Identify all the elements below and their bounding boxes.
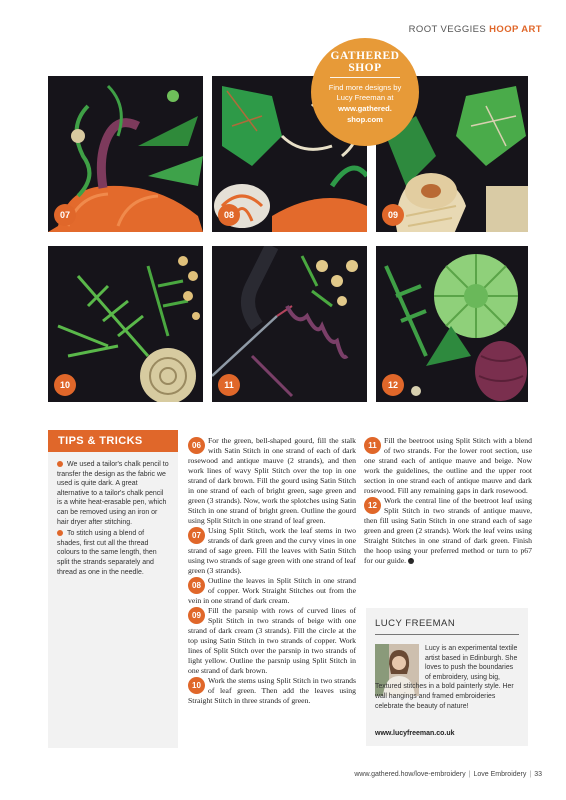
photo-number-badge: 12 bbox=[382, 374, 404, 396]
end-mark-icon bbox=[408, 558, 414, 564]
footer-url[interactable]: www.gathered.how/love-embroidery bbox=[354, 771, 466, 778]
badge-url-line1[interactable]: www.gathered. bbox=[338, 104, 392, 113]
photo-number-badge: 07 bbox=[54, 204, 76, 226]
page-number: 33 bbox=[534, 771, 542, 778]
step-number-badge: 12 bbox=[364, 497, 381, 514]
step-number-badge: 08 bbox=[188, 577, 205, 594]
footer-separator: | bbox=[529, 771, 532, 778]
step-text: Outline the leaves in Split Stitch in one strand of copper. Work Straight Stitches out from the vein in one strand of dark cream. bbox=[188, 576, 356, 605]
tips-body bbox=[48, 452, 178, 587]
photo-number-badge: 09 bbox=[382, 204, 404, 226]
bullet-icon bbox=[57, 530, 63, 536]
step-text: Fill the beetroot using Split Stitch with a blend of two strands. For the lower root section, use one strand each of antique mauve and beige. Now work the guidelines, the outline and the upper root section in one strand each of antique mauve and dark rosewood. Fill any remaining gaps in dark rosewood. bbox=[364, 436, 532, 495]
step-text: Using Split Stitch, work the leaf stems in two strands of dark green and the curvy vines in one strand of sage green. Fill the leaves with Satin Stitch using two strands of sage green with one strand of leaf green (3 strands). bbox=[188, 526, 356, 575]
step-text: For the green, bell-shaped gourd, fill the stalk with Satin Stitch in one strand of each of dark rosewood and antique mauve (2 strands), and then work lines of wavy Split Stitch over the top in one strand of dark brown. Fill the gourd using Satin Stitch in one strand of each of bright green, sage green and green (3 strands). Now, work the splotches using Satin Stitch in one strand of bright green. Outline the gourd using Split Stitch in one strand of leaf green. bbox=[188, 436, 356, 525]
photo-step-12 bbox=[376, 246, 528, 402]
badge-title-line2: SHOP bbox=[348, 62, 382, 74]
section-label: ROOT VEGGIES bbox=[408, 24, 487, 35]
gathered-shop-badge[interactable] bbox=[311, 38, 419, 146]
step-number-badge: 09 bbox=[188, 607, 205, 624]
step-10 bbox=[188, 676, 356, 706]
photo-number-badge: 10 bbox=[54, 374, 76, 396]
instructions-column-2 bbox=[364, 436, 532, 566]
step-12 bbox=[364, 496, 532, 566]
instructions-column-1 bbox=[188, 436, 356, 706]
badge-title-line1: GATHERED bbox=[330, 50, 400, 62]
bio-text bbox=[375, 644, 519, 711]
step-number-badge: 07 bbox=[188, 527, 205, 544]
step-text: Work the stems using Split Stitch in two strands of leaf green. Then add the leaves using Straight Stitch in three strands of green. bbox=[188, 676, 356, 705]
photo-number-badge: 11 bbox=[218, 374, 240, 396]
tips-and-tricks-panel bbox=[48, 430, 178, 748]
step-number-badge: 06 bbox=[188, 437, 205, 454]
step-08 bbox=[188, 576, 356, 606]
bio-text-indented: Lucy is an experimental textile artist based in Edinburgh. She loves to push the boundaries of embroidery, using big, bbox=[425, 645, 518, 681]
bio-heading: LUCY FREEMAN bbox=[375, 618, 519, 635]
photo-step-11 bbox=[212, 246, 367, 402]
designer-website-link[interactable]: www.lucyfreeman.co.uk bbox=[375, 730, 455, 737]
step-09 bbox=[188, 606, 356, 676]
page-header bbox=[409, 24, 542, 35]
step-number-badge: 10 bbox=[188, 677, 205, 694]
photo-number-badge: 08 bbox=[218, 204, 240, 226]
badge-divider bbox=[330, 77, 400, 78]
step-06 bbox=[188, 436, 356, 526]
bullet-icon bbox=[57, 461, 63, 467]
step-11 bbox=[364, 436, 532, 496]
badge-url-line2[interactable]: shop.com bbox=[347, 114, 383, 124]
tip-item: To stitch using a blend of shades, first cut all the thread colours to the same length, then split the strands separately and thread as one in the needle. bbox=[57, 530, 157, 576]
step-text: Work the central line of the beetroot leaf using Split Stitch in two strands of antique mauve, then fill using Satin Stitch in one strand each of sage green and green (2 strands). Work the leaf veins using Straight Stitches in one strand of dark green. Finish the hoop using your preferred method or turn to p67 for our guide. bbox=[364, 496, 532, 565]
photo-step-07 bbox=[48, 76, 203, 232]
page-footer bbox=[354, 771, 542, 778]
tip-item: We used a tailor's chalk pencil to transfer the design as the fabric we used is quite dark. A great alternative to a tailor's chalk pencil is a white heat-erasable pen, which can be removed using an iron or hair dryer after stitching. bbox=[57, 461, 169, 526]
footer-magazine: Love Embroidery bbox=[473, 771, 527, 778]
series-label: HOOP ART bbox=[489, 24, 542, 35]
bio-text-full: Textured stitches in a bold painterly style. Her wall hangings and framed embroideries celebrate the beauty of nature! bbox=[375, 683, 514, 710]
step-07 bbox=[188, 526, 356, 576]
tips-heading: TIPS & TRICKS bbox=[48, 430, 178, 452]
step-number-badge: 11 bbox=[364, 437, 381, 454]
photo-step-10 bbox=[48, 246, 203, 402]
designer-bio-panel bbox=[366, 608, 528, 746]
badge-text: Find more designs by Lucy Freeman at bbox=[328, 83, 402, 102]
footer-separator: | bbox=[468, 771, 471, 778]
step-text: Fill the parsnip with rows of curved lines of Split Stitch in two strands of beige with one strand of dark cream (3 strands). Fill the circle at the top using Satin Stitch in two strands of copper. Work lines of Split Stitch over the parsnip in two strands of light yellow. Outline the parsnip using Split Stitch in one strand of dark brown. bbox=[188, 606, 356, 675]
